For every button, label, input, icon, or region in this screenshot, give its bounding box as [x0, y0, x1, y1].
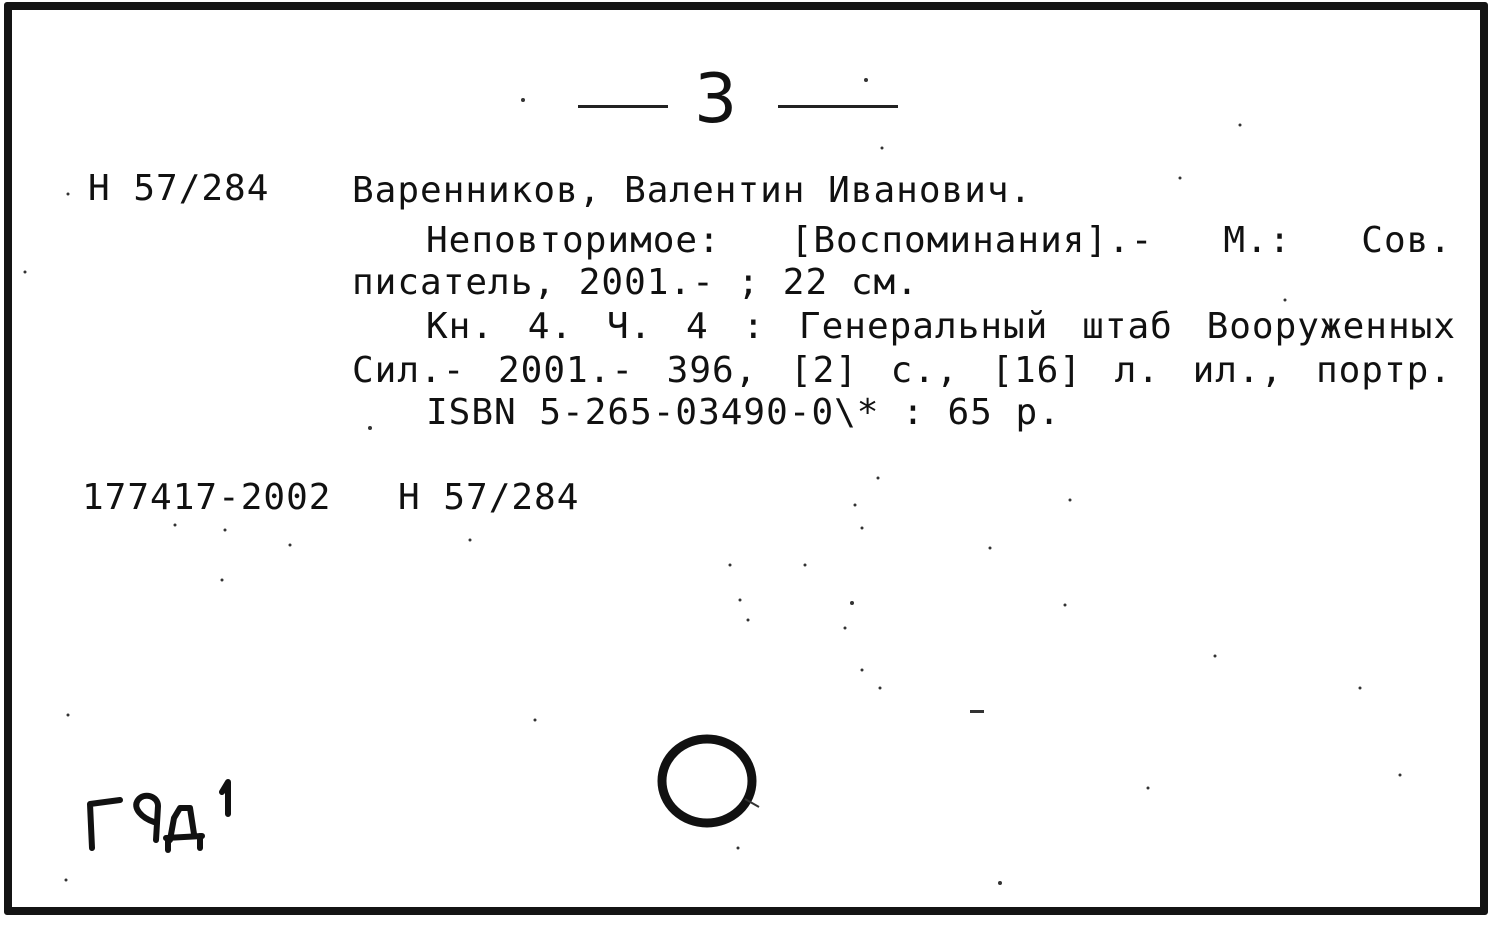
publisher-line: писатель, 2001.- ; 22 см.: [352, 262, 919, 303]
accession-number: 177417-2002: [82, 477, 332, 518]
card-number: 3: [694, 60, 738, 139]
title-line: Неповторимое: [Воспоминания].- М.: Сов.: [426, 220, 1452, 261]
stamp-circle: [655, 733, 760, 830]
handwritten-mark: [82, 778, 262, 868]
pages-line: Сил.- 2001.- 396, [2] с., [16] л. ил., портр.: [352, 350, 1452, 391]
header-dash-right: [778, 105, 898, 108]
accession-shelfmark: Н 57/284: [398, 477, 580, 518]
shelfmark: Н 57/284: [88, 168, 270, 209]
volume-line: Кн. 4. Ч. 4 : Генеральный штаб Вооруженных: [426, 306, 1456, 347]
header-dash-left: [578, 105, 668, 108]
author-heading: Варенников, Валентин Иванович.: [352, 170, 1033, 211]
card-number-header: [578, 58, 908, 148]
isbn-line: ISBN 5-265-03490-0\* : 65 р.: [426, 392, 1061, 433]
